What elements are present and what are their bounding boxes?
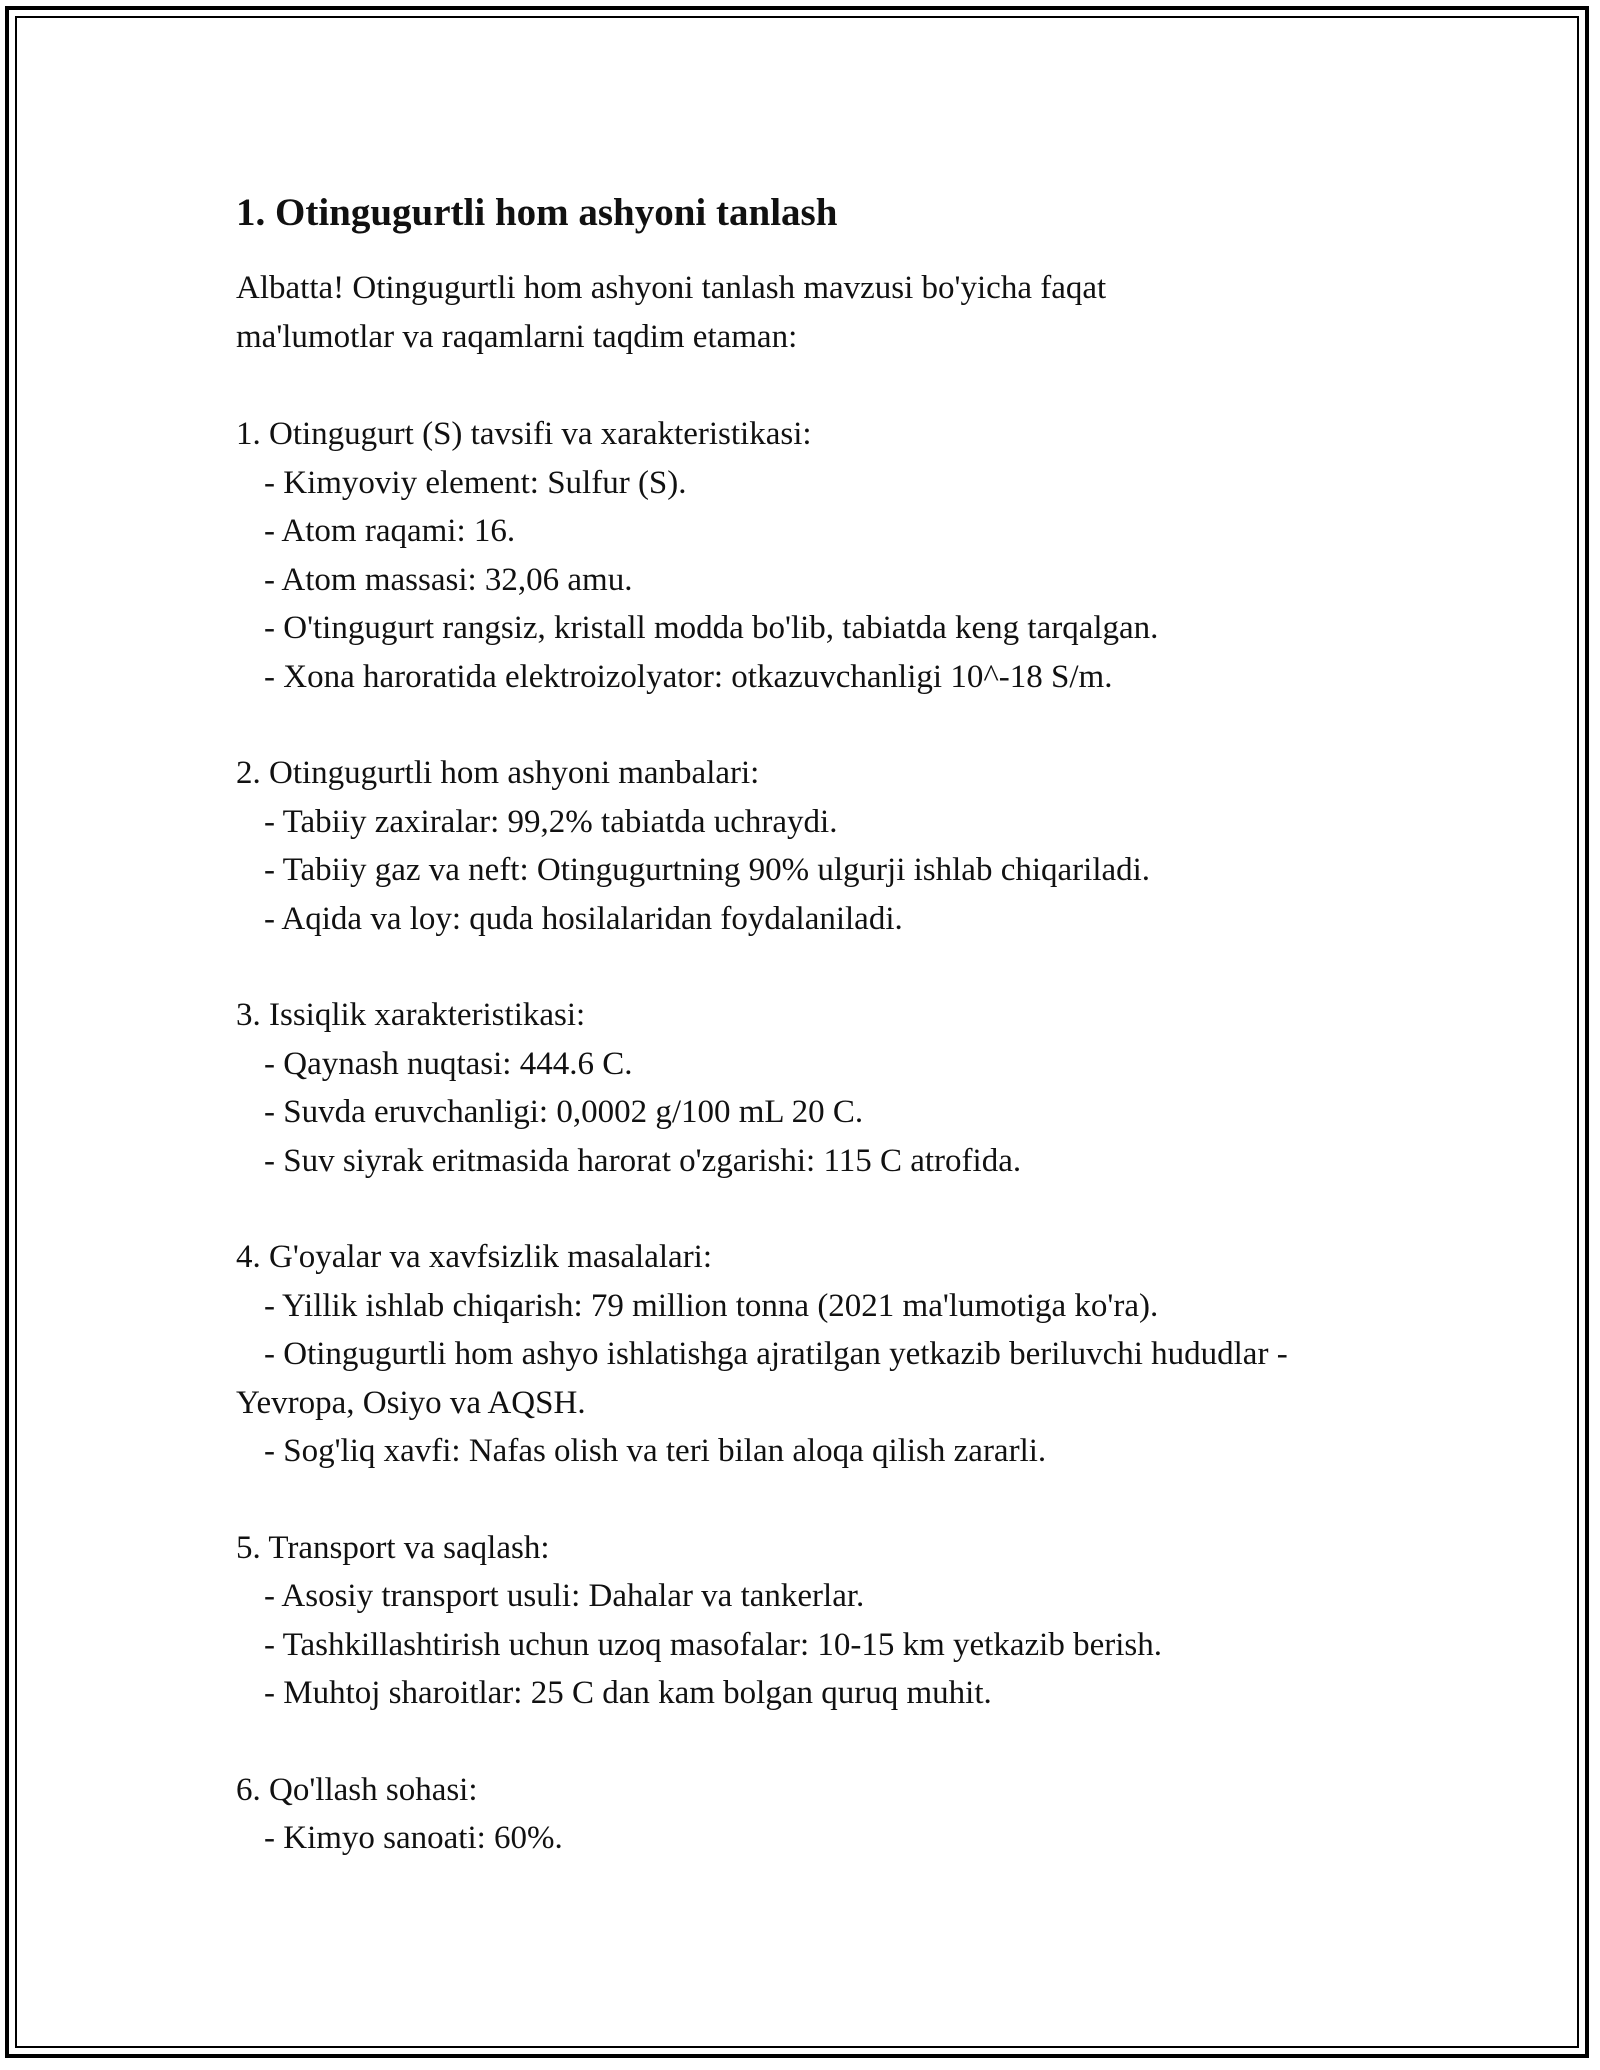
- list-item: - Kimyoviy element: Sulfur (S).: [264, 464, 687, 501]
- section-heading: 1. Otingugurt (S) tavsifi va xarakteristikasi:: [236, 416, 812, 452]
- intro-line: ma'lumotlar va raqamlarni taqdim etaman:: [236, 319, 798, 355]
- list-item: - Muhtoj sharoitlar: 25 C dan kam bolgan quruq muhit.: [264, 1675, 992, 1711]
- list-item: - Atom raqami: 16.: [264, 513, 516, 549]
- section-description: [236, 410, 1356, 701]
- intro-paragraph: [236, 264, 1356, 362]
- list-item: - Asosiy transport usuli: Dahalar va tankerlar.: [264, 1578, 865, 1614]
- document-body: [236, 186, 1356, 1863]
- list-item: - Atom massasi: 32,06 amu.: [264, 561, 633, 598]
- list-item: - Tabiiy gaz va neft: Otingugurtning 90% ulgurji ishlab chiqariladi.: [264, 852, 1151, 888]
- section-heading: 2. Otingugurtli hom ashyoni manbalari:: [236, 755, 760, 791]
- list-item: - Qaynash nuqtasi: 444.6 C.: [264, 1045, 633, 1082]
- list-item: - Otingugurtli hom ashyo ishlatishga ajratilgan yetkazib beriluvchi hududlar - Yevropa, Osiyo va AQSH.: [236, 1336, 1288, 1421]
- list-item: - Aqida va loy: quda hosilalaridan foydalaniladi.: [264, 900, 903, 937]
- section-transport: [236, 1524, 1356, 1718]
- list-item: - Tabiiy zaxiralar: 99,2% tabiatda uchraydi.: [264, 803, 838, 840]
- section-heading: 6. Qo'llash sohasi:: [236, 1771, 478, 1808]
- section-applications: [236, 1766, 1356, 1863]
- list-item: - Yillik ishlab chiqarish: 79 million tonna (2021 ma'lumotiga ko'ra).: [264, 1287, 1159, 1324]
- intro-line: Albatta! Otingugurtli hom ashyoni tanlash mavzusi bo'yicha faqat: [236, 270, 1107, 306]
- section-safety: [236, 1233, 1356, 1476]
- list-item: - Suv siyrak eritmasida harorat o'zgarishi: 115 C atrofida.: [264, 1142, 1022, 1179]
- list-item: - Kimyo sanoati: 60%.: [264, 1820, 563, 1856]
- list-item: - Sog'liq xavfi: Nafas olish va teri bilan aloqa qilish zararli.: [264, 1433, 1047, 1469]
- section-heading: 4. G'oyalar va xavfsizlik masalalari:: [236, 1239, 713, 1275]
- list-item: - O'tingugurt rangsiz, kristall modda bo'lib, tabiatda keng tarqalgan.: [264, 610, 1159, 646]
- section-heading: 3. Issiqlik xarakteristikasi:: [236, 997, 586, 1033]
- list-item: - Suvda eruvchanligi: 0,0002 g/100 mL 20 C.: [264, 1094, 864, 1130]
- document-title: 1. Otingugurtli hom ashyoni tanlash: [236, 191, 838, 234]
- section-sources: [236, 749, 1356, 943]
- list-item: - Xona haroratida elektroizolyator: otkazuvchanligi 10^-18 S/m.: [264, 658, 1113, 695]
- list-item: - Tashkillashtirish uchun uzoq masofalar: 10-15 km yetkazib berish.: [264, 1626, 1162, 1663]
- section-thermal: [236, 991, 1356, 1185]
- section-heading: 5. Transport va saqlash:: [236, 1529, 550, 1566]
